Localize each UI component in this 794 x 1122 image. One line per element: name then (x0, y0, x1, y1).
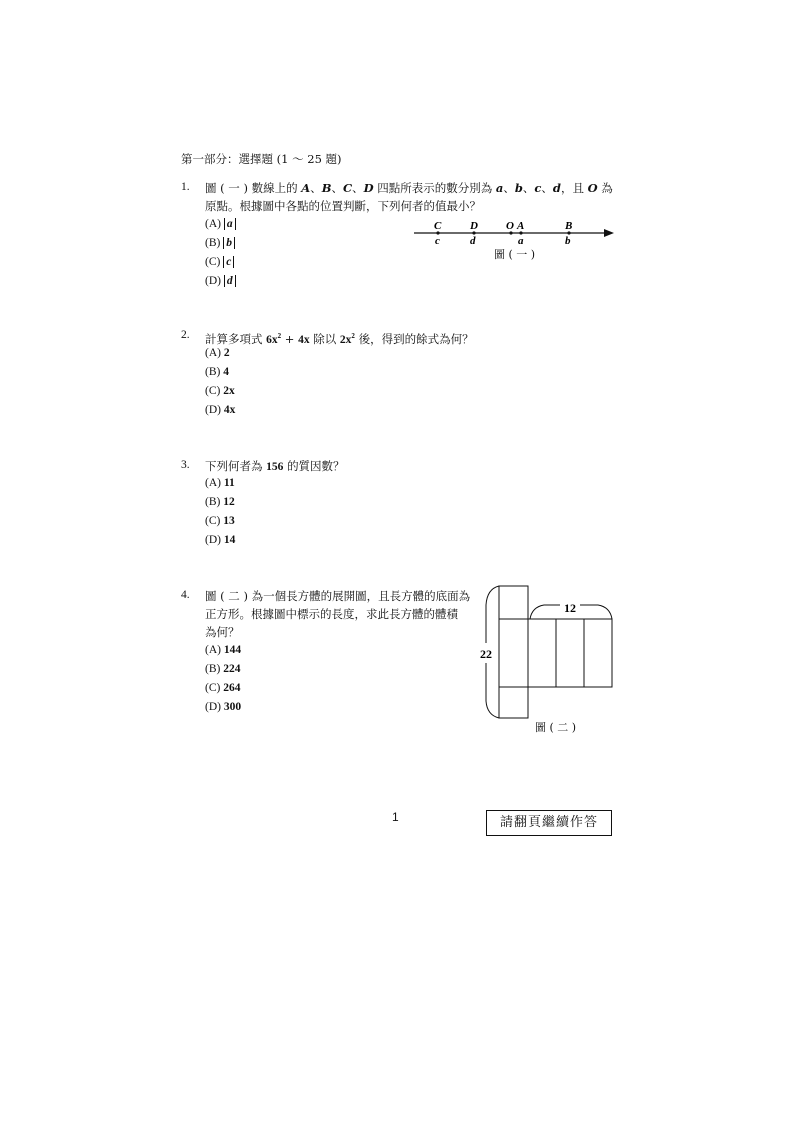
expression-term (340, 334, 355, 346)
question-1-line-1 (205, 181, 613, 195)
section-title: 第一部分：選擇題 (1 ～ 25 題) (181, 152, 342, 166)
separator: 、 (331, 181, 343, 195)
option-b[interactable] (205, 496, 235, 508)
var-A: A (301, 181, 311, 195)
question-4-line-3: 為何？ (205, 625, 240, 639)
term-coefficient: 6x (266, 333, 278, 346)
option-value: 264 (223, 682, 241, 694)
option-value: 300 (223, 701, 242, 713)
question-text: 圖 ( 一 ) 數線上的 (205, 181, 298, 195)
option-b[interactable] (205, 237, 235, 249)
option-label: (B) (205, 496, 221, 508)
option-value: 11 (223, 477, 235, 489)
option-label: (D) (205, 275, 221, 287)
option-label: (C) (205, 385, 221, 397)
question-text: 為 (601, 181, 613, 195)
option-label: (A) (205, 477, 221, 489)
continue-notice: 請翻頁繼續作答 (486, 810, 612, 836)
expression-term (266, 334, 281, 346)
question-text: 四點所表示的數分別為 (377, 181, 493, 195)
label-A: A (517, 220, 525, 232)
question-text: 的質因數？ (287, 459, 345, 473)
option-label: (D) (205, 534, 221, 546)
label-D: D (470, 220, 478, 232)
option-d[interactable] (205, 534, 235, 546)
option-label: (C) (205, 682, 221, 694)
option-a[interactable] (205, 347, 230, 359)
option-c[interactable] (205, 385, 235, 397)
option-c[interactable] (205, 515, 235, 527)
expression-term: 4x (298, 333, 310, 346)
question-2-text (205, 329, 474, 347)
option-value: 4 (223, 366, 229, 378)
option-a[interactable] (205, 644, 241, 656)
label-O: O (506, 220, 514, 232)
var-b: b (514, 181, 523, 195)
option-b[interactable] (205, 366, 229, 378)
net-side-faces (528, 619, 612, 687)
question-number: 1. (181, 181, 190, 193)
cuboid-net-figure (478, 583, 628, 723)
option-value: 12 (223, 496, 235, 508)
option-label: (C) (205, 515, 221, 527)
label-B: B (565, 220, 573, 232)
option-value: 144 (223, 644, 242, 656)
label-a: a (518, 235, 524, 247)
question-text: 下列何者為 (205, 459, 263, 473)
option-value: 13 (223, 515, 235, 527)
question-number: 4. (181, 589, 190, 601)
term-exponent: 2 (277, 332, 282, 340)
var-B: B (321, 181, 332, 195)
question-text: 計算多項式 (205, 331, 263, 346)
option-value: b (223, 237, 235, 249)
term-coefficient: 2x (339, 333, 352, 346)
question-text: ，且 (560, 181, 584, 195)
option-c[interactable] (205, 256, 234, 268)
option-value: 4x (223, 404, 236, 416)
option-label: (B) (205, 663, 221, 675)
option-label: (D) (205, 701, 221, 713)
question-number: 2. (181, 329, 190, 341)
label-d: d (470, 235, 476, 247)
separator: 、 (310, 181, 322, 195)
option-label: (A) (205, 644, 221, 656)
option-label: (B) (205, 366, 221, 378)
height-label: 22 (480, 647, 492, 661)
question-text: 後，得到的餘式為何？ (358, 331, 474, 346)
option-d[interactable] (205, 701, 241, 713)
option-label: (D) (205, 404, 221, 416)
option-value: 2x (223, 385, 235, 397)
net-face-strip (499, 586, 528, 718)
var-D: D (363, 181, 374, 195)
option-b[interactable] (205, 663, 240, 675)
option-label: (C) (205, 256, 221, 268)
label-c: c (435, 235, 440, 247)
var-O: O (587, 181, 598, 195)
option-value: 14 (223, 534, 236, 546)
separator: 、 (541, 181, 553, 195)
figure-2-caption: 圖 ( 二 ) (535, 721, 577, 734)
option-label: (B) (205, 237, 221, 249)
option-value: 2 (223, 347, 230, 359)
figure-1-caption: 圖 ( 一 ) (494, 248, 536, 261)
option-d[interactable] (205, 404, 235, 416)
plus-sign: + (281, 331, 299, 346)
label-C: C (434, 220, 442, 232)
question-number: 3. (181, 459, 190, 471)
option-label: (A) (205, 218, 221, 230)
var-a: a (495, 181, 504, 195)
option-value: c (223, 256, 234, 268)
question-4-line-1: 圖 ( 二 ) 為一個長方體的展開圖，且長方體的底面為 (205, 589, 471, 603)
option-c[interactable] (205, 682, 240, 694)
question-text: 除以 (313, 331, 337, 346)
var-C: C (342, 181, 353, 195)
var-d: d (552, 181, 561, 195)
separator: 、 (522, 181, 535, 195)
separator: 、 (503, 181, 515, 195)
var-c: c (534, 181, 542, 195)
option-label: (A) (205, 347, 221, 359)
term-exponent: 2 (351, 332, 355, 340)
page-number: 1 (392, 810, 399, 824)
question-3-text (205, 459, 345, 474)
option-a[interactable] (205, 477, 235, 489)
number-value: 156 (266, 461, 284, 473)
question-4-line-2: 正方形。根據圖中標示的長度，求此長方體的體積 (205, 607, 458, 621)
question-1-line-2: 原點。根據圖中各點的位置判斷，下列何者的值最小？ (205, 199, 481, 213)
option-d[interactable] (205, 275, 236, 287)
label-b: b (565, 235, 571, 247)
width-label: 12 (564, 601, 576, 615)
option-value: d (224, 275, 236, 287)
option-value: a (224, 218, 236, 230)
arrow-head-icon (604, 229, 614, 237)
option-a[interactable] (205, 218, 236, 230)
separator: 、 (352, 181, 364, 195)
option-value: 224 (223, 663, 241, 675)
